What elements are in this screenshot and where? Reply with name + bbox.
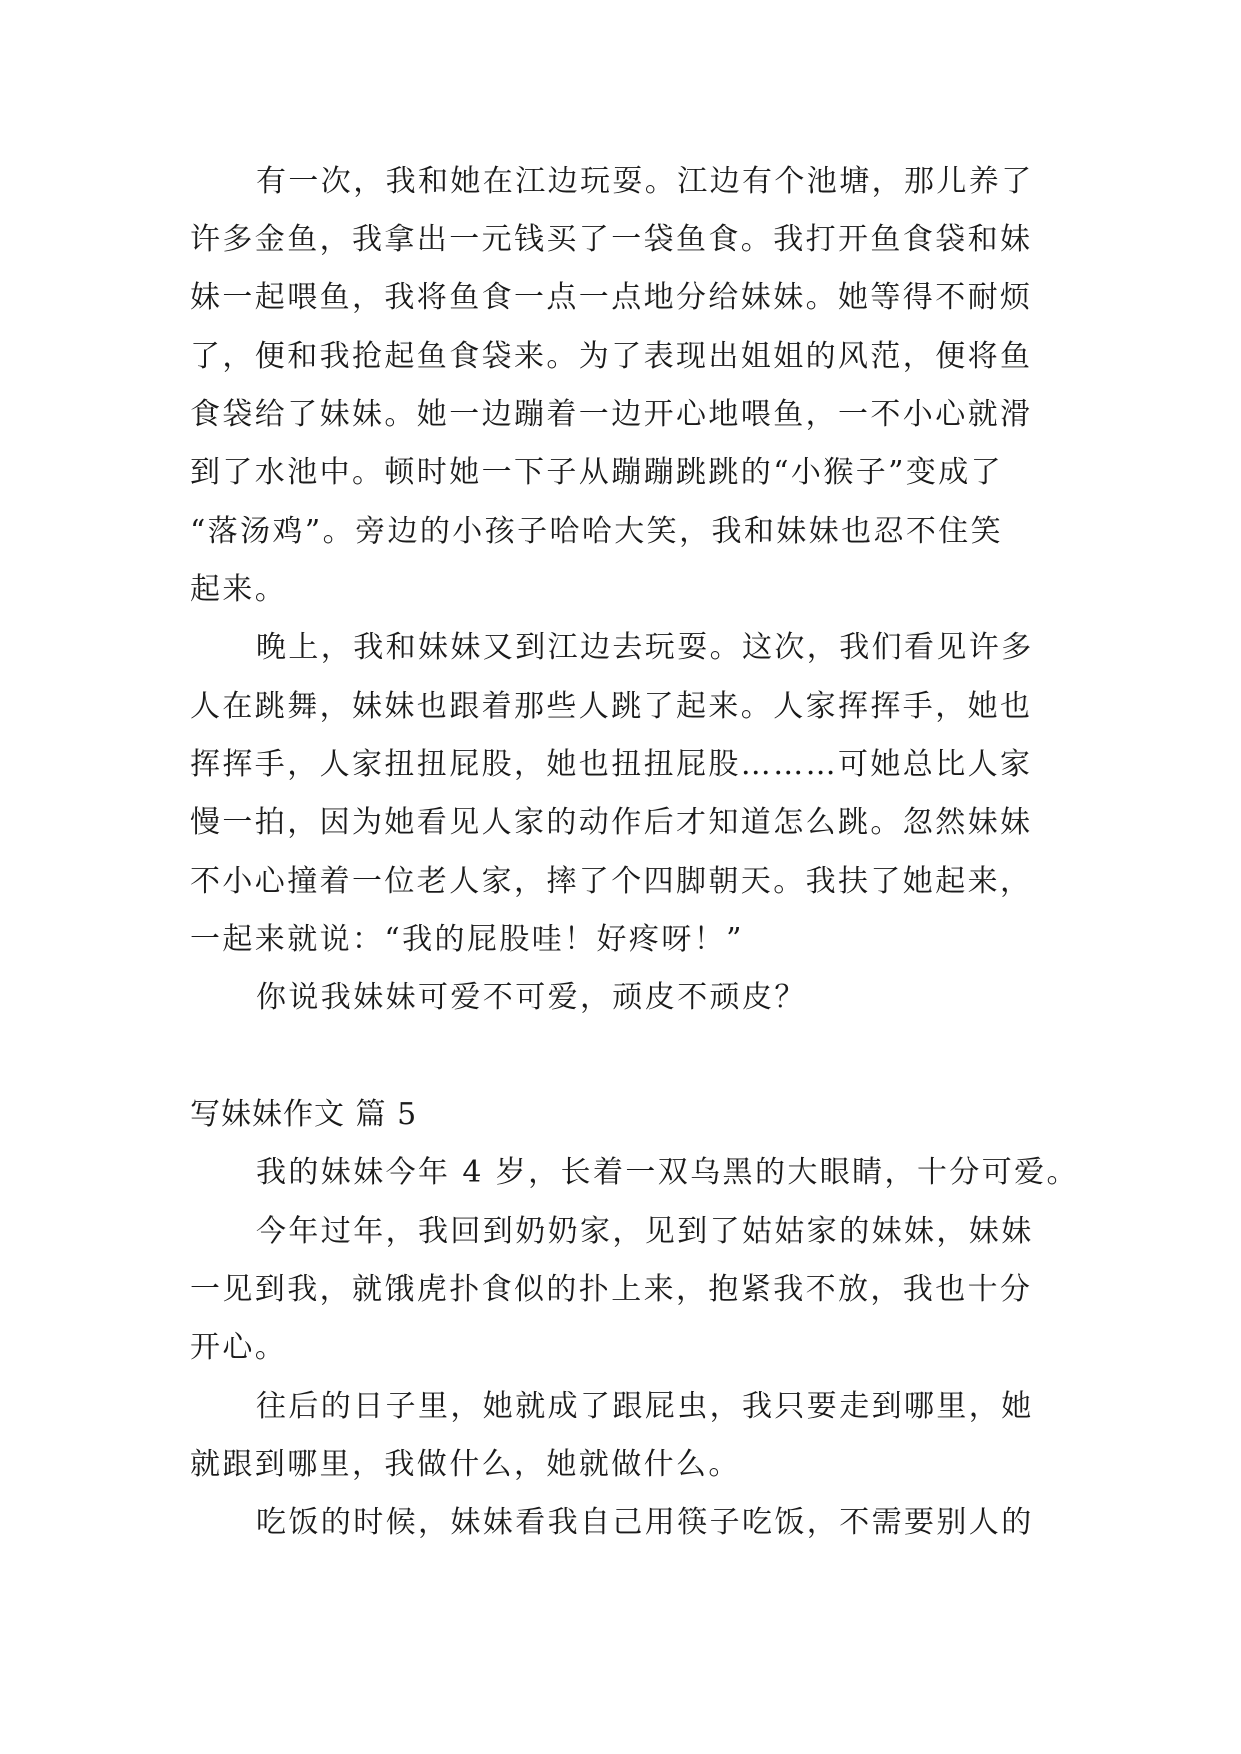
paragraph-1-line-2: 许多金鱼，我拿出一元钱买了一袋鱼食。我打开鱼食袋和妹 <box>190 222 1033 257</box>
section-heading: 写妹妹作文 篇 5 <box>190 1097 418 1132</box>
paragraph-2-line-5: 不小心撞着一位老人家，摔了个四脚朝天。我扶了她起来， <box>190 864 1033 899</box>
paragraph-1-line-7: “落汤鸡”。旁边的小孩子哈哈大笑，我和妹妹也忍不住笑 <box>190 514 1004 549</box>
paragraph-5-line-1: 今年过年，我回到奶奶家，见到了姑姑家的妹妹，妹妹 <box>256 1214 1034 1249</box>
paragraph-1-line-4: 了，便和我抢起鱼食袋来。为了表现出姐姐的风范，便将鱼 <box>190 339 1033 374</box>
paragraph-6-line-2: 就跟到哪里，我做什么，她就做什么。 <box>190 1447 741 1482</box>
paragraph-5-line-2: 一见到我，就饿虎扑食似的扑上来，抱紧我不放，我也十分 <box>190 1272 1033 1307</box>
paragraph-4-line-1: 我的妹妹今年 4 岁，长着一双乌黑的大眼睛，十分可爱。 <box>256 1155 1079 1190</box>
paragraph-1-line-6: 到了水池中。顿时她一下子从蹦蹦跳跳的“小猴子”变成了 <box>190 455 1004 490</box>
paragraph-2-line-6: 一起来就说：“我的屁股哇！好疼呀！” <box>190 922 744 957</box>
paragraph-6-line-1: 往后的日子里，她就成了跟屁虫，我只要走到哪里，她 <box>256 1389 1034 1424</box>
paragraph-7-line-1: 吃饭的时候，妹妹看我自己用筷子吃饭，不需要别人的 <box>256 1505 1034 1540</box>
paragraph-2-line-4: 慢一拍，因为她看见人家的动作后才知道怎么跳。忽然妹妹 <box>190 805 1033 840</box>
paragraph-2-line-3: 挥挥手，人家扭扭屁股，她也扭扭屁股………可她总比人家 <box>190 747 1033 782</box>
paragraph-3-line-1: 你说我妹妹可爱不可爱，顽皮不顽皮？ <box>256 980 807 1015</box>
paragraph-1-line-1: 有一次，我和她在江边玩耍。江边有个池塘，那儿养了 <box>256 164 1034 199</box>
paragraph-1-line-3: 妹一起喂鱼，我将鱼食一点一点地分给妹妹。她等得不耐烦 <box>190 280 1033 315</box>
paragraph-2-line-2: 人在跳舞，妹妹也跟着那些人跳了起来。人家挥挥手，她也 <box>190 689 1033 724</box>
paragraph-5-line-3: 开心。 <box>190 1330 288 1365</box>
paragraph-1-line-8: 起来。 <box>190 572 288 607</box>
paragraph-1-line-5: 食袋给了妹妹。她一边蹦着一边开心地喂鱼，一不小心就滑 <box>190 397 1033 432</box>
paragraph-2-line-1: 晚上，我和妹妹又到江边去玩耍。这次，我们看见许多 <box>256 630 1034 665</box>
